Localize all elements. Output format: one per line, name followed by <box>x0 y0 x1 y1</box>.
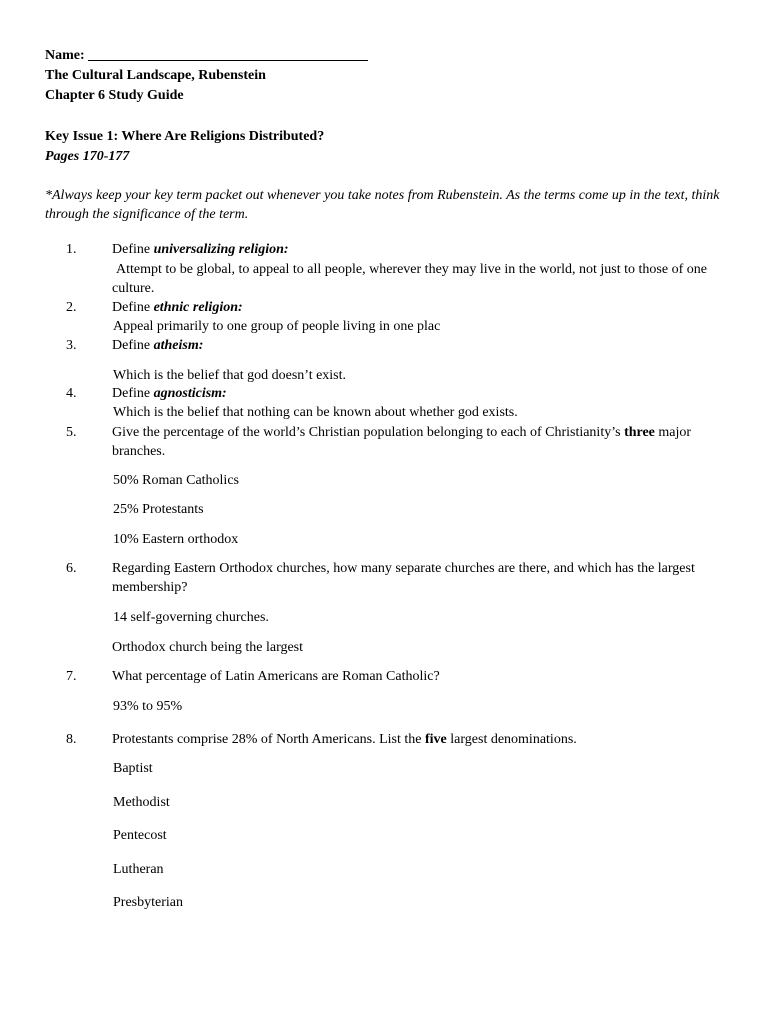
key-term: agnosticism: <box>153 386 227 401</box>
question-prefix: Define <box>112 300 154 315</box>
question-number: 8. <box>66 732 77 747</box>
question-text: largest denominations. <box>446 732 577 747</box>
chapter-title: Chapter 6 Study Guide <box>45 88 184 103</box>
intro-note: *Always keep your key term packet out whenever you take notes from Rubenstein. As the terms come up in the text, think through the significance of the term. <box>45 188 720 222</box>
answer-2: Appeal primarily to one group of people living in one plac <box>113 319 441 334</box>
key-term: atheism: <box>153 338 204 353</box>
question-number: 5. <box>66 425 77 440</box>
question-prefix: Define <box>112 338 154 353</box>
answer-7: 93% to 95% <box>113 699 183 714</box>
answer-4: Which is the belief that nothing can be known about whether god exists. <box>113 405 518 420</box>
name-label: Name: <box>45 48 85 63</box>
answer-8-item: Pentecost <box>113 828 167 843</box>
answer-3: Which is the belief that god doesn’t exist. <box>113 368 347 383</box>
question-number: 1. <box>66 242 77 257</box>
question-number: 7. <box>66 669 77 684</box>
question-5 <box>112 423 712 461</box>
answer-1: Attempt to be global, to appeal to all people, wherever they may live in the world, not just to those of one culture. <box>112 262 707 296</box>
question-prefix: Define <box>112 242 154 257</box>
answer-8-item: Presbyterian <box>113 895 183 910</box>
answer-5-item: 50% Roman Catholics <box>113 473 239 488</box>
emphasis: three <box>624 425 655 440</box>
question-7: What percentage of Latin Americans are Roman Catholic? <box>112 669 440 684</box>
key-term: ethnic religion: <box>153 300 243 315</box>
key-term: universalizing religion: <box>153 242 289 257</box>
answer-6-item: 14 self-governing churches. <box>113 610 269 625</box>
answer-5-item: 25% Protestants <box>113 502 204 517</box>
question-text: Protestants comprise 28% of North Americans. List the <box>112 732 425 747</box>
emphasis: five <box>425 732 447 747</box>
question-4 <box>112 384 227 403</box>
section-title: Key Issue 1: Where Are Religions Distributed? <box>45 129 325 144</box>
question-6: Regarding Eastern Orthodox churches, how many separate churches are there, and which has the largest membership? <box>112 561 695 595</box>
question-number: 6. <box>66 561 77 576</box>
answer-6-item: Orthodox church being the largest <box>112 640 304 655</box>
book-title: The Cultural Landscape, Rubenstein <box>45 68 266 83</box>
answer-8-item: Baptist <box>113 761 153 776</box>
question-prefix: Define <box>112 386 154 401</box>
name-blank <box>88 46 368 61</box>
answer-8-item: Methodist <box>113 795 170 810</box>
question-8 <box>112 730 577 749</box>
question-2 <box>112 298 243 317</box>
question-number: 3. <box>66 338 77 353</box>
question-text: major branches. <box>112 425 692 459</box>
section-pages: Pages 170-177 <box>45 149 130 164</box>
name-line <box>45 46 368 65</box>
question-3 <box>112 336 203 355</box>
question-1 <box>112 240 289 259</box>
answer-8-item: Lutheran <box>113 862 164 877</box>
question-number: 2. <box>66 300 77 315</box>
question-text: Give the percentage of the world’s Christian population belonging to each of Christianity’s <box>112 425 625 440</box>
question-number: 4. <box>66 386 77 401</box>
answer-5-item: 10% Eastern orthodox <box>113 532 239 547</box>
